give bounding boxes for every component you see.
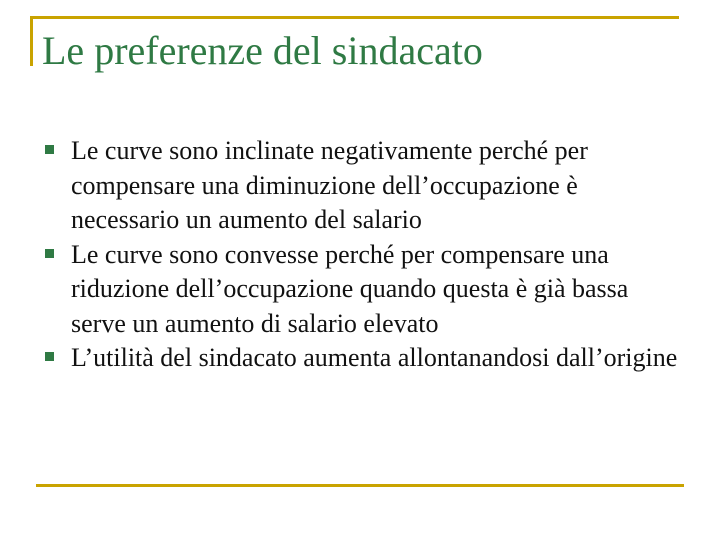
square-bullet-icon	[45, 352, 71, 361]
square-bullet-icon	[45, 145, 71, 154]
bullet-item	[42, 341, 682, 376]
bullet-item	[42, 238, 682, 342]
slide-title: Le preferenze del sindacato	[42, 28, 483, 73]
square-bullet-icon	[45, 249, 71, 258]
bullet-item	[42, 134, 682, 238]
top-border-line	[30, 16, 679, 19]
bullet-text: L’utilità del sindacato aumenta allontanandosi dall’origine	[71, 343, 678, 372]
bullet-text: Le curve sono convesse perché per compensare una riduzione dell’occupazione quando questa è già bassa serve un aumento di salario elevato	[71, 239, 629, 338]
bullet-text: Le curve sono inclinate negativamente perché per compensare una diminuzione dell’occupazione è necessario un aumento del salario	[71, 136, 588, 234]
bullet-list	[42, 134, 682, 376]
bottom-border-line	[36, 484, 684, 487]
left-border-line	[30, 16, 33, 66]
